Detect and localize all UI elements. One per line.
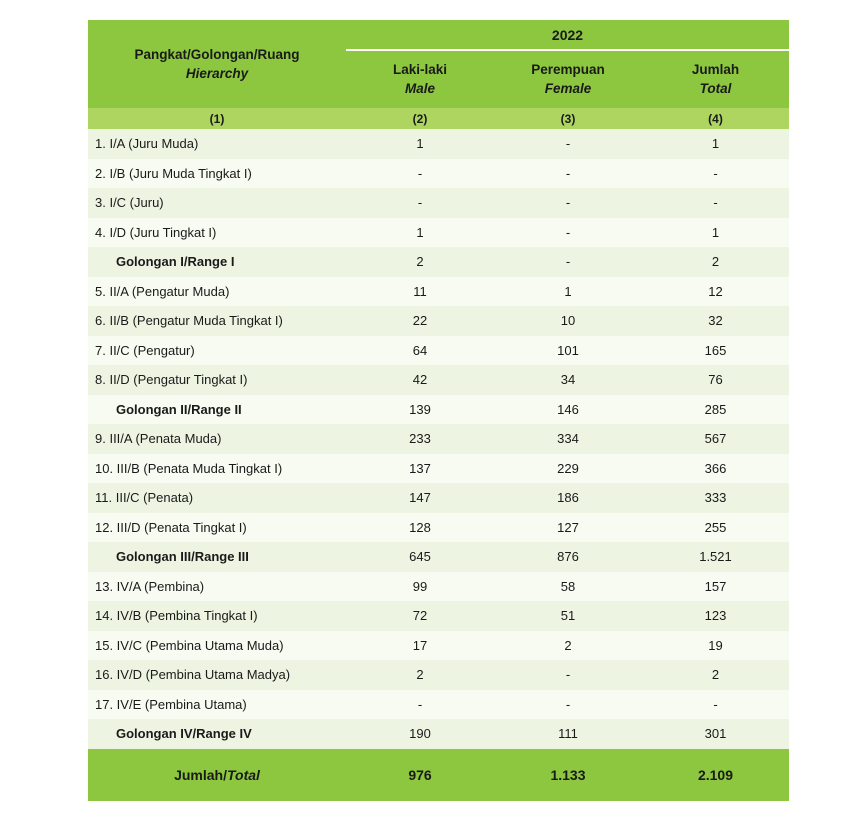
female-count: - xyxy=(565,696,571,712)
female-count: 876 xyxy=(557,549,579,565)
row-label: 14. IV/B (Pembina Tingkat I) xyxy=(95,608,258,624)
total-header-label: Jumlah xyxy=(691,62,740,77)
female-count: 58 xyxy=(560,578,576,594)
female-count: - xyxy=(565,224,571,240)
row-label: 4. I/D (Juru Tingkat I) xyxy=(95,224,217,240)
row-label: 9. III/A (Penata Muda) xyxy=(95,431,222,447)
female-count: - xyxy=(565,667,571,683)
grand-total-label xyxy=(88,767,346,783)
table-header xyxy=(88,20,789,108)
subtotal-row xyxy=(88,542,789,572)
female-count: - xyxy=(565,254,571,270)
female-count: 1 xyxy=(564,283,572,299)
total-count: - xyxy=(713,696,718,712)
female-count: 2 xyxy=(564,637,572,653)
total-count: - xyxy=(713,195,718,211)
male-count: 1 xyxy=(416,224,424,240)
male-count: 645 xyxy=(409,549,431,565)
total-count: 157 xyxy=(704,578,727,594)
hierarchy-header-label: Pangkat/Golongan/Ruang xyxy=(134,47,300,62)
row-label: Golongan III/Range III xyxy=(116,549,249,565)
table-row xyxy=(88,365,789,395)
subtotal-row xyxy=(88,395,789,425)
female-column-header xyxy=(494,50,642,108)
male-count: 147 xyxy=(409,490,431,506)
female-count: 146 xyxy=(557,401,579,417)
female-count: 334 xyxy=(557,431,579,447)
row-label: 11. III/C (Penata) xyxy=(95,490,194,506)
row-label: 17. IV/E (Pembina Utama) xyxy=(95,696,247,712)
male-count: - xyxy=(417,165,423,181)
total-count: - xyxy=(713,165,718,181)
male-count: 99 xyxy=(412,578,428,594)
female-count: 127 xyxy=(557,519,579,535)
male-count: 137 xyxy=(409,460,431,476)
total-column-header xyxy=(642,50,789,108)
row-label: Golongan I/Range I xyxy=(116,254,235,270)
female-count: 186 xyxy=(557,490,579,506)
male-header-label: Laki-laki xyxy=(392,62,448,77)
table-row xyxy=(88,483,789,513)
row-label: 2. I/B (Juru Muda Tingkat I) xyxy=(95,165,252,181)
total-header-label-en: Total xyxy=(699,81,732,96)
row-label: Golongan IV/Range IV xyxy=(116,726,252,742)
male-count: 42 xyxy=(412,372,428,388)
hierarchy-column-header xyxy=(88,20,346,108)
male-count: - xyxy=(417,696,423,712)
grand-total-female: 1.133 xyxy=(550,766,586,783)
subtotal-row xyxy=(88,247,789,277)
row-label: 15. IV/C (Pembina Utama Muda) xyxy=(95,637,284,653)
row-label: 6. II/B (Pengatur Muda Tingkat I) xyxy=(95,313,283,329)
table-row xyxy=(88,277,789,307)
male-count: 190 xyxy=(409,726,431,742)
grand-total-total: 2.109 xyxy=(697,766,734,783)
male-count: 2 xyxy=(416,667,424,683)
total-count: 1 xyxy=(711,136,720,152)
male-count: 128 xyxy=(409,519,431,535)
hierarchy-table xyxy=(88,20,789,801)
row-label: 7. II/C (Pengatur) xyxy=(95,342,195,358)
male-count: 1 xyxy=(416,136,424,152)
total-count: 12 xyxy=(708,283,723,299)
total-count: 32 xyxy=(708,313,723,329)
column-number: (4) xyxy=(708,111,723,126)
female-count: 51 xyxy=(560,608,576,624)
row-label: 8. II/D (Pengatur Tingkat I) xyxy=(95,372,248,388)
table-row xyxy=(88,454,789,484)
total-count: 1.521 xyxy=(699,549,732,565)
total-count: 255 xyxy=(704,519,727,535)
table-row xyxy=(88,218,789,248)
female-count: - xyxy=(565,195,571,211)
male-count: 11 xyxy=(413,283,427,299)
female-count: 101 xyxy=(557,342,579,358)
table-row xyxy=(88,513,789,543)
total-count: 165 xyxy=(704,342,727,358)
row-label: 12. III/D (Penata Tingkat I) xyxy=(95,519,247,535)
total-count: 2 xyxy=(711,254,720,270)
grand-total-label-id: Jumlah/ xyxy=(174,766,227,783)
column-number: (3) xyxy=(560,111,576,126)
total-count: 285 xyxy=(704,401,727,417)
male-count: 17 xyxy=(412,637,428,653)
male-count: 72 xyxy=(412,608,428,624)
female-count: 111 xyxy=(558,726,578,742)
row-label: 5. II/A (Pengatur Muda) xyxy=(95,283,230,299)
total-count: 76 xyxy=(708,372,723,388)
table-row xyxy=(88,572,789,602)
row-label: Golongan II/Range II xyxy=(116,401,242,417)
subtotal-row xyxy=(88,719,789,749)
female-count: - xyxy=(565,165,571,181)
grand-total-row xyxy=(88,749,789,801)
female-count: 34 xyxy=(560,372,576,388)
table-body xyxy=(88,129,789,749)
female-count: - xyxy=(565,136,571,152)
column-number: (1) xyxy=(209,111,225,126)
table-row xyxy=(88,129,789,159)
grand-total-label-en: Total xyxy=(226,766,260,783)
female-count: 10 xyxy=(560,313,576,329)
column-number-row xyxy=(88,108,789,129)
female-count: 229 xyxy=(557,460,579,476)
male-count: 22 xyxy=(412,313,428,329)
total-count: 123 xyxy=(704,608,727,624)
table-row xyxy=(88,424,789,454)
total-count: 19 xyxy=(708,637,723,653)
male-count: 64 xyxy=(412,342,428,358)
male-count: 2 xyxy=(416,254,424,270)
row-label: 16. IV/D (Pembina Utama Madya) xyxy=(95,667,291,683)
table-row xyxy=(88,601,789,631)
female-header-label-en: Female xyxy=(544,81,592,96)
table-row xyxy=(88,306,789,336)
table-row xyxy=(88,660,789,690)
row-label: 1. I/A (Juru Muda) xyxy=(95,136,199,152)
total-count: 301 xyxy=(704,726,727,742)
total-count: 333 xyxy=(704,490,727,506)
table-row xyxy=(88,631,789,661)
female-header-label: Perempuan xyxy=(531,62,605,77)
grand-total-male: 976 xyxy=(408,766,432,783)
total-count: 2 xyxy=(711,667,720,683)
total-count: 366 xyxy=(704,460,727,476)
year-header: 2022 xyxy=(551,27,584,43)
table-row xyxy=(88,690,789,720)
male-count: 139 xyxy=(409,401,431,417)
table-row xyxy=(88,188,789,218)
row-label: 10. III/B (Penata Muda Tingkat I) xyxy=(95,460,283,476)
column-number: (2) xyxy=(412,111,428,126)
male-header-label-en: Male xyxy=(404,81,435,96)
male-column-header xyxy=(346,50,494,108)
hierarchy-header-label-en: Hierarchy xyxy=(185,66,249,81)
row-label: 13. IV/A (Pembina) xyxy=(95,578,205,594)
male-count: 233 xyxy=(409,431,431,447)
total-count: 1 xyxy=(711,224,720,240)
male-count: - xyxy=(417,195,423,211)
table-row xyxy=(88,159,789,189)
table-row xyxy=(88,336,789,366)
row-label: 3. I/C (Juru) xyxy=(95,195,164,211)
total-count: 567 xyxy=(704,431,727,447)
